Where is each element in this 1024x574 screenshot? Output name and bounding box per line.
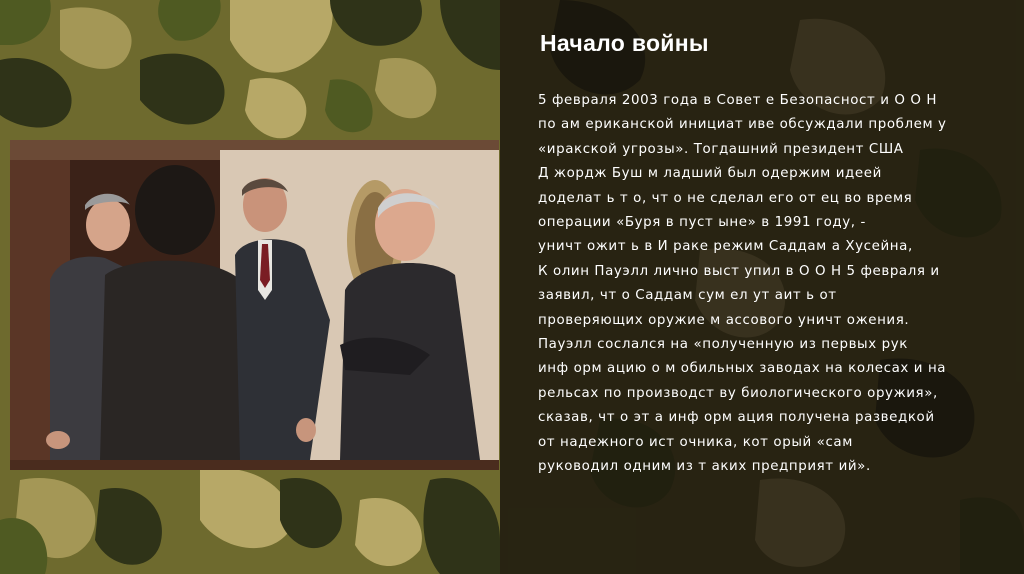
body-line: от надежного ист очника, кот орый «сам (538, 434, 853, 450)
slide-body (538, 89, 990, 480)
body-line: рельсах по производст ву биологического оружия», (538, 385, 938, 401)
body-line: по ам ериканской инициат иве обсуждали проблем у (538, 117, 947, 133)
body-line: «иракской угрозы». Тогдашний президент США (538, 141, 904, 157)
body-line: 5 февраля 2003 года в Совет е Безопасност и О О Н (538, 93, 938, 108)
body-line: Д жордж Буш м ладший был одержим идеей (538, 166, 882, 182)
body-line: операции «Буря в пуст ыне» в 1991 году, - (538, 215, 866, 231)
body-line: проверяющих оружие м ассового уничт ожения. (538, 312, 910, 328)
body-line: К олин Пауэлл лично выст упил в О О Н 5 февраля и (538, 263, 940, 279)
body-line: Пауэлл сослался на «полученную из первых рук (538, 337, 908, 353)
body-line: сказав, чт о эт а инф орм ация получена разведкой (538, 410, 935, 426)
meeting-photo (10, 140, 499, 470)
slide-title: Начало войны (540, 30, 709, 56)
body-line: доделат ь т о, чт о не сделал его от ец во время (538, 190, 913, 206)
body-line: уничт ожит ь в И раке режим Саддам а Хусейна, (538, 239, 913, 255)
body-line: заявил, чт о Саддам сум ел ут аит ь от (538, 288, 837, 304)
body-line: инф орм ацию о м обильных заводах на колесах и на (538, 361, 947, 377)
body-line: руководил одним из т аких предприят ий». (538, 459, 871, 475)
